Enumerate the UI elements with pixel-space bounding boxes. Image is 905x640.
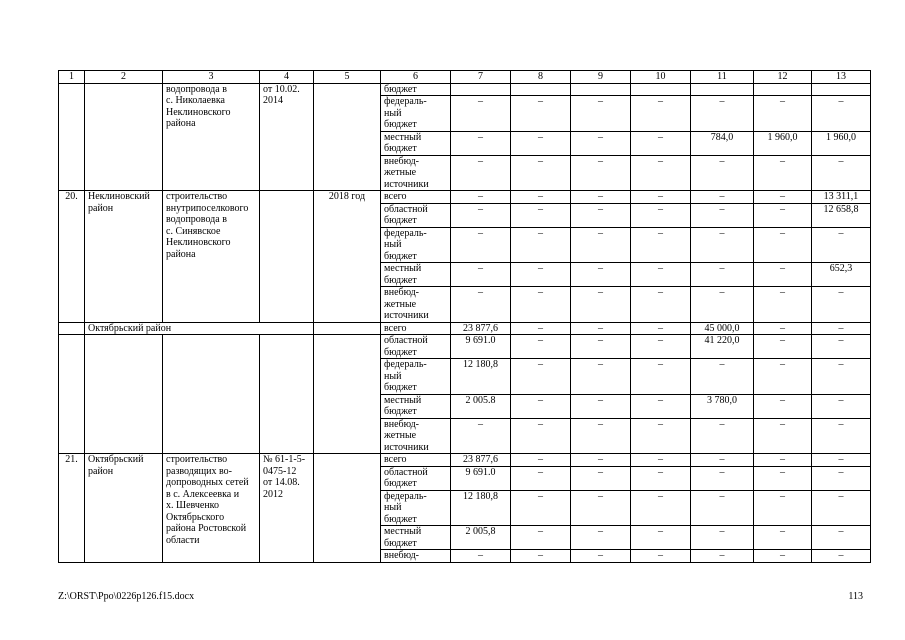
value-cell: 23 877,6 [451,322,511,335]
value-cell: – [631,131,691,155]
value-cell: – [812,418,871,454]
funding-source-label: федераль- ный бюджет [381,96,451,132]
value-cell: – [812,394,871,418]
column-header: 5 [314,71,381,84]
district-name: Неклиновский район [85,191,163,323]
value-cell [571,83,631,96]
row-number: 20. [59,191,85,323]
value-cell: – [812,550,871,563]
document-ref [260,191,314,323]
value-cell: – [511,394,571,418]
value-cell: – [571,454,631,467]
value-cell: – [571,526,631,550]
object-name [163,335,260,454]
value-cell: – [754,466,812,490]
value-cell: 12 180,8 [451,490,511,526]
funding-source-label: областной бюджет [381,203,451,227]
value-cell: 2 005.8 [451,394,511,418]
value-cell: – [631,191,691,204]
value-cell: – [631,490,691,526]
value-cell: – [451,131,511,155]
column-number-row [59,71,871,84]
value-cell: – [754,454,812,467]
value-cell: – [691,191,754,204]
value-cell: – [691,418,754,454]
value-cell: – [571,335,631,359]
value-cell: – [631,359,691,395]
value-cell: – [631,454,691,467]
value-cell [451,83,511,96]
value-cell: – [631,263,691,287]
column-header: 11 [691,71,754,84]
value-cell: – [631,203,691,227]
value-cell: – [571,418,631,454]
value-cell: – [631,96,691,132]
column-header: 6 [381,71,451,84]
column-header: 12 [754,71,812,84]
row-number: 21. [59,454,85,563]
value-cell: – [812,526,871,550]
funding-source-label: местный бюджет [381,526,451,550]
value-cell: – [631,550,691,563]
value-cell: – [511,335,571,359]
value-cell: – [451,227,511,263]
value-cell: – [451,96,511,132]
value-cell: – [812,490,871,526]
value-cell: – [511,203,571,227]
value-cell: – [691,227,754,263]
value-cell: – [812,322,871,335]
value-cell: – [631,418,691,454]
value-cell: – [571,227,631,263]
value-cell: – [571,359,631,395]
value-cell: – [451,263,511,287]
funding-source-label: местный бюджет [381,394,451,418]
value-cell: – [451,203,511,227]
value-cell: – [754,550,812,563]
value-cell: – [511,287,571,323]
value-cell: – [812,335,871,359]
document-ref [260,335,314,454]
value-cell [511,83,571,96]
column-header: 9 [571,71,631,84]
funding-source-label: областной бюджет [381,335,451,359]
year-cell [314,83,381,191]
value-cell: – [571,287,631,323]
funding-source-label: внебюд- жетные источники [381,287,451,323]
year [314,454,381,563]
value-cell: – [754,490,812,526]
funding-source-label: местный бюджет [381,263,451,287]
value-cell: 3 780,0 [691,394,754,418]
value-cell: 652,3 [812,263,871,287]
value-cell: – [631,335,691,359]
funding-source-label: всего [381,322,451,335]
value-cell: – [691,155,754,191]
value-cell: – [754,418,812,454]
column-header: 10 [631,71,691,84]
funding-source-label: федераль- ный бюджет [381,227,451,263]
year-cell [314,335,381,454]
value-cell: 12 658,8 [812,203,871,227]
district-cell [85,83,163,191]
value-cell: – [812,96,871,132]
district-title: Октябрьский район [85,322,314,335]
value-cell: – [754,526,812,550]
value-cell: 9 691.0 [451,335,511,359]
value-cell: – [511,191,571,204]
document-ref: от 10.02. 2014 [260,83,314,191]
value-cell: – [511,490,571,526]
value-cell: 41 220,0 [691,335,754,359]
footer-page-number: 113 [848,591,863,602]
value-cell: – [691,466,754,490]
column-header: 1 [59,71,85,84]
value-cell: 1 960,0 [812,131,871,155]
value-cell: – [691,359,754,395]
value-cell: – [631,466,691,490]
funding-source-label: внебюд- жетные источники [381,418,451,454]
column-header: 7 [451,71,511,84]
table-row [59,191,871,204]
funding-source-label: федераль- ный бюджет [381,490,451,526]
row-number-cell [59,83,85,191]
value-cell: – [631,322,691,335]
value-cell: – [571,322,631,335]
value-cell: – [754,394,812,418]
funding-source-label: областной бюджет [381,466,451,490]
funding-source-label: местный бюджет [381,131,451,155]
value-cell: – [571,155,631,191]
value-cell: – [812,227,871,263]
column-header: 4 [260,71,314,84]
value-cell: – [451,191,511,204]
value-cell: – [511,454,571,467]
column-header: 13 [812,71,871,84]
value-cell: – [754,287,812,323]
object-name: строительство разводящих во- допроводных сетей в с. Алексеевка и х. Шевченко Октябрьского района Ростовской области [163,454,260,563]
value-cell: – [691,490,754,526]
value-cell: – [754,263,812,287]
value-cell: 23 877,6 [451,454,511,467]
value-cell: – [511,227,571,263]
value-cell: – [691,263,754,287]
funding-source-label: внебюд- жетные источники [381,155,451,191]
value-cell: – [754,203,812,227]
value-cell: – [511,131,571,155]
value-cell: – [812,155,871,191]
value-cell: – [571,490,631,526]
table-row [59,322,871,335]
value-cell: – [631,394,691,418]
document-ref: № 61-1-5- 0475-12 от 14.08. 2012 [260,454,314,563]
value-cell [812,83,871,96]
value-cell: – [511,96,571,132]
value-cell: – [631,287,691,323]
value-cell [631,83,691,96]
value-cell: – [754,322,812,335]
value-cell [754,83,812,96]
value-cell [691,83,754,96]
value-cell: – [754,359,812,395]
value-cell: – [511,263,571,287]
value-cell: – [511,526,571,550]
funding-source-label: всего [381,454,451,467]
value-cell: – [631,227,691,263]
funding-source-label: федераль- ный бюджет [381,359,451,395]
value-cell: – [571,203,631,227]
value-cell: – [631,526,691,550]
value-cell: – [691,203,754,227]
value-cell: – [451,287,511,323]
table-row [59,83,871,96]
row-number-cell [59,322,85,335]
value-cell: – [511,550,571,563]
value-cell: 13 311,1 [812,191,871,204]
value-cell: 784,0 [691,131,754,155]
value-cell: – [451,155,511,191]
value-cell: – [451,418,511,454]
column-header: 8 [511,71,571,84]
object-name: строительство внутрипоселкового водопровода в с. Синявское Неклиновского района [163,191,260,323]
object-name: водопровода в с. Николаевка Неклиновского района [163,83,260,191]
value-cell: – [691,550,754,563]
table-row [59,454,871,467]
row-number-cell [59,335,85,454]
value-cell: – [812,454,871,467]
district-cell [85,335,163,454]
value-cell: 45 000,0 [691,322,754,335]
empty-cell [314,322,381,335]
funding-source-label: всего [381,191,451,204]
value-cell: – [511,155,571,191]
funding-source-label: внебюд- [381,550,451,563]
district-name: Октябрьский район [85,454,163,563]
value-cell: – [571,131,631,155]
budget-table [58,70,871,563]
value-cell: – [691,526,754,550]
value-cell: 12 180,8 [451,359,511,395]
footer-file-path: Z:\ORST\Ppo\0226p126.f15.docx [58,591,195,602]
value-cell: – [754,96,812,132]
column-header: 3 [163,71,260,84]
value-cell: 1 960,0 [754,131,812,155]
value-cell: – [511,359,571,395]
value-cell: – [754,227,812,263]
value-cell: – [754,335,812,359]
value-cell: – [571,394,631,418]
value-cell: – [812,359,871,395]
value-cell: – [691,96,754,132]
value-cell: – [571,191,631,204]
value-cell: – [451,550,511,563]
column-header: 2 [85,71,163,84]
value-cell: – [571,550,631,563]
value-cell: – [511,322,571,335]
table-row [59,335,871,359]
value-cell: – [511,418,571,454]
value-cell: – [754,191,812,204]
value-cell: – [754,155,812,191]
value-cell: 2 005,8 [451,526,511,550]
value-cell: 9 691.0 [451,466,511,490]
value-cell: – [812,287,871,323]
value-cell: – [571,96,631,132]
value-cell: – [812,466,871,490]
value-cell: – [511,466,571,490]
year: 2018 год [314,191,381,323]
value-cell: – [691,454,754,467]
funding-source-label: бюджет [381,83,451,96]
value-cell: – [691,287,754,323]
value-cell: – [571,263,631,287]
value-cell: – [631,155,691,191]
value-cell: – [571,466,631,490]
